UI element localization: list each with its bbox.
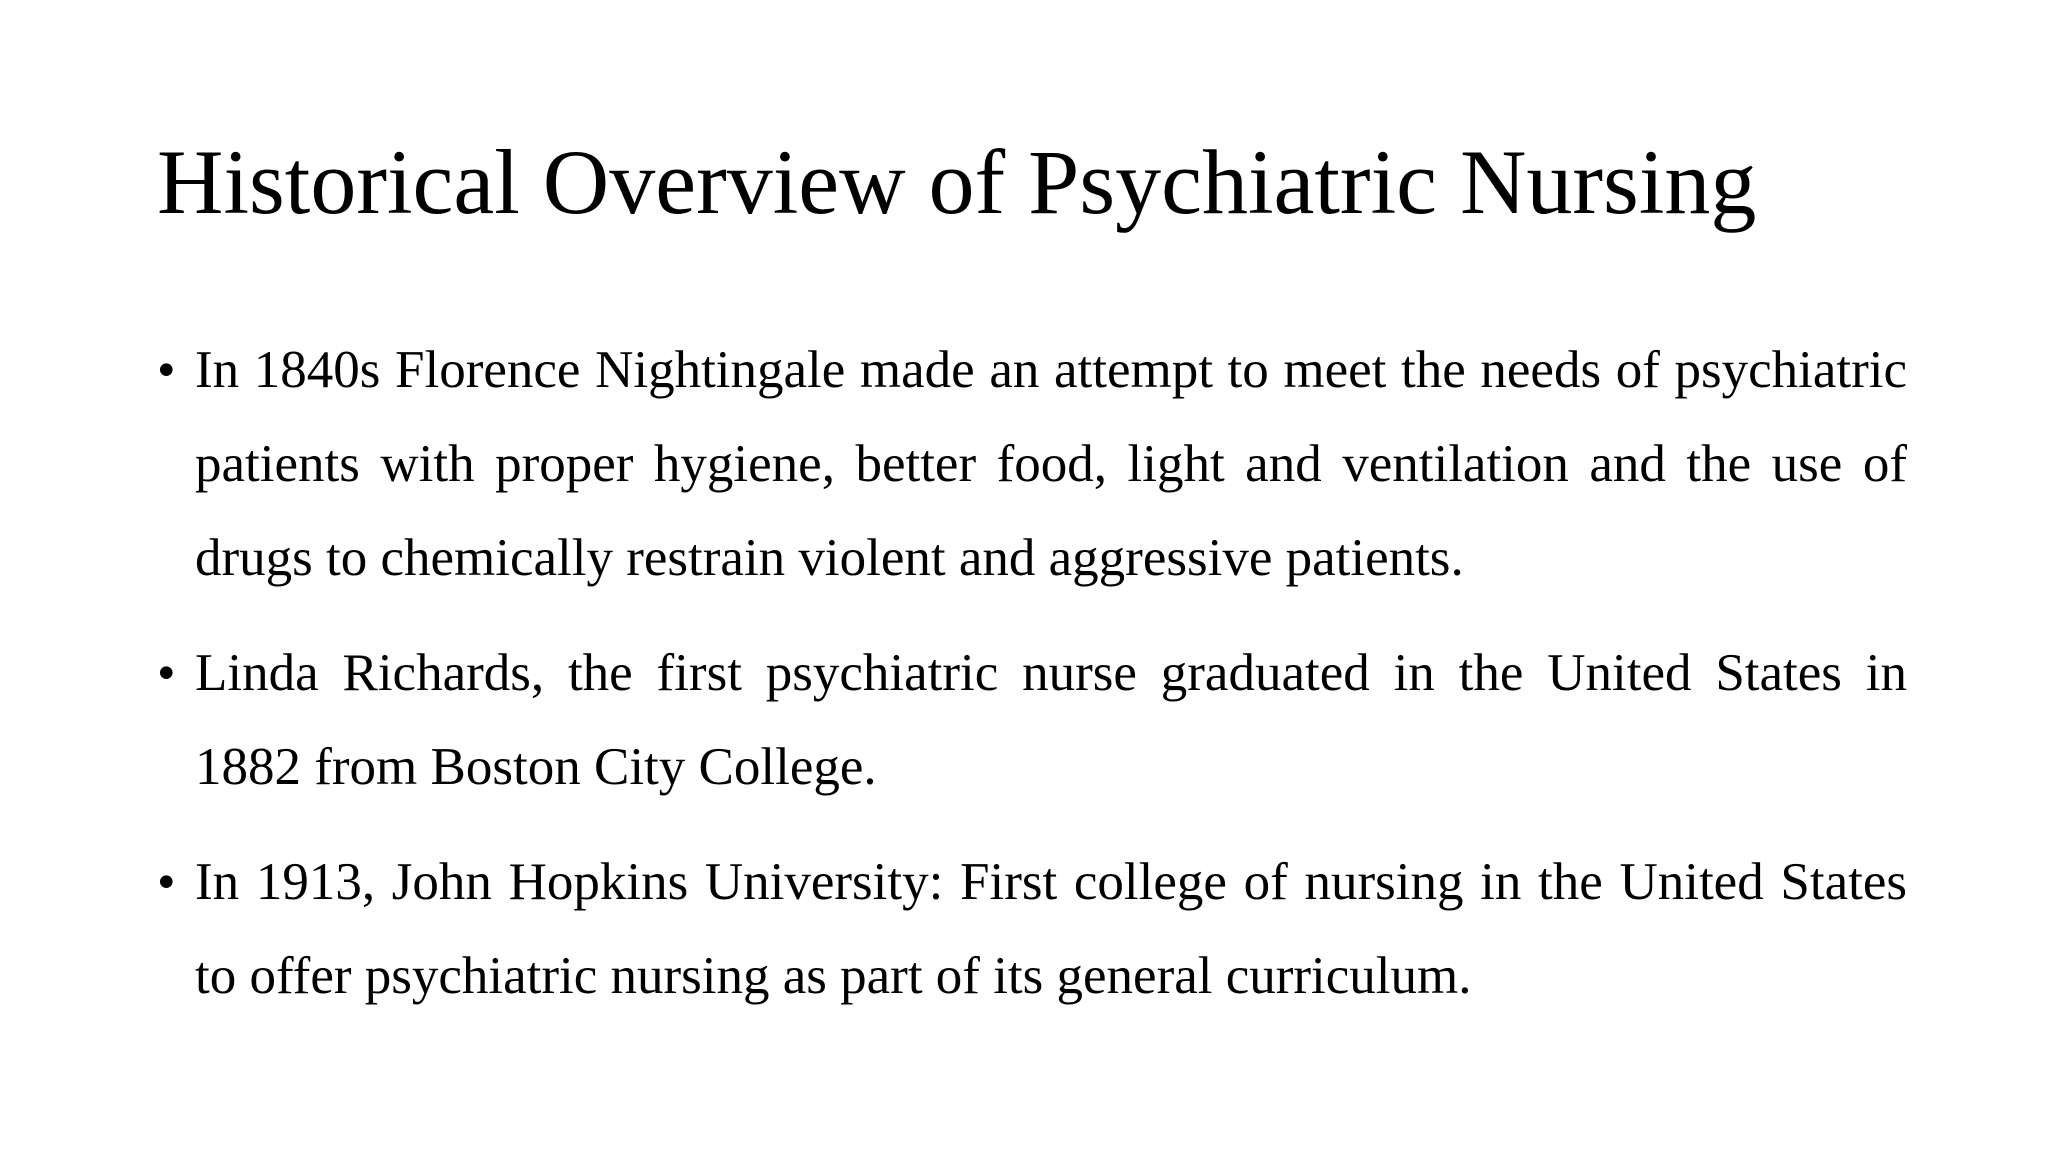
bullet-item <box>157 323 1907 605</box>
bullet-icon: • <box>157 644 176 702</box>
bullet-icon: • <box>157 341 176 399</box>
bullet-text: In 1913, John Hopkins University: First college of nursing in the United States to offer psychiatric nursing as part of its general curriculum. <box>195 853 1907 1005</box>
bullet-text: Linda Richards, the first psychiatric nurse graduated in the United States in 1882 from Boston City College. <box>195 644 1907 796</box>
bullet-icon: • <box>157 853 176 911</box>
bullet-text: In 1840s Florence Nightingale made an attempt to meet the needs of psychiatric patients with proper hygiene, better food, light and ventilation and the use of drugs to chemically restrain violent and aggressive patients. <box>195 341 1907 587</box>
bullet-item <box>157 835 1907 1023</box>
bullet-item <box>157 626 1907 814</box>
bullet-list <box>157 323 1907 1044</box>
slide-title: Historical Overview of Psychiatric Nursing <box>157 131 1757 233</box>
